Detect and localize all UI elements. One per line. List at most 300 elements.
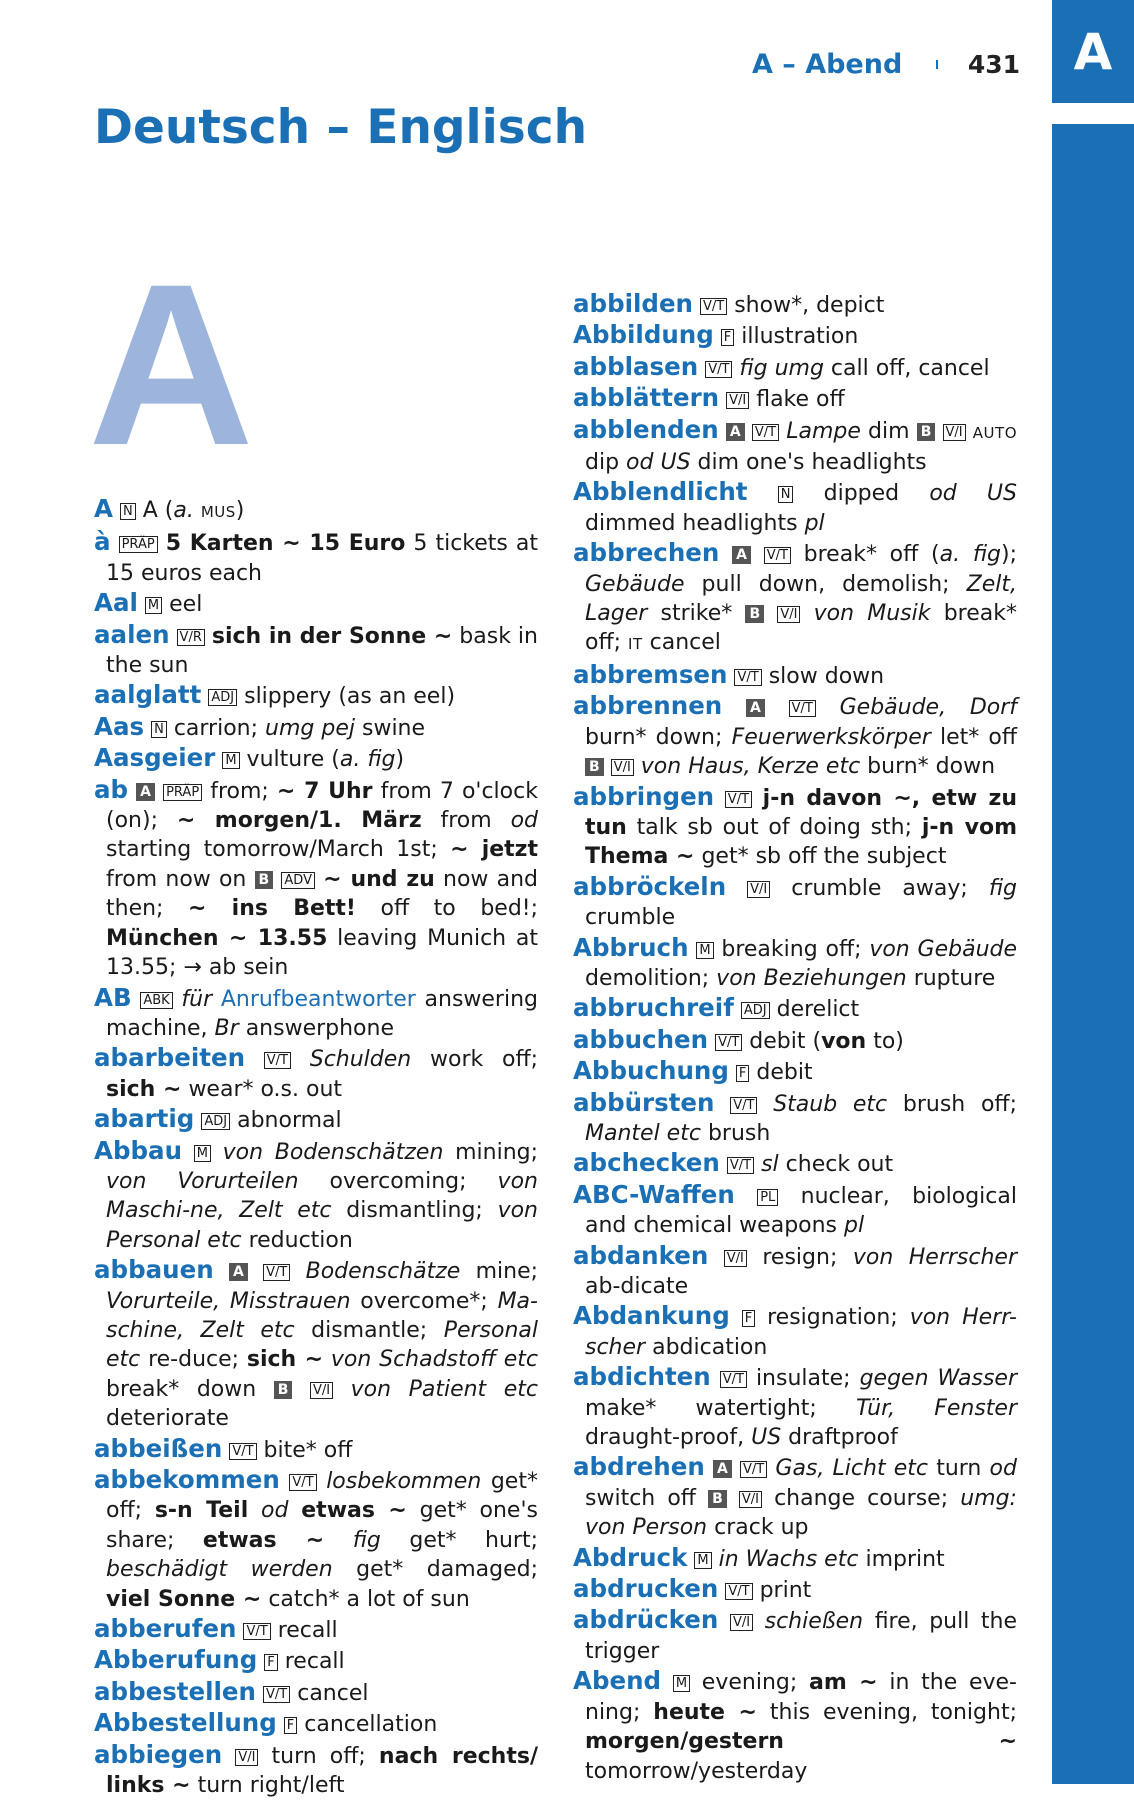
translation: resign; (762, 1244, 838, 1270)
headword: abbrennen (573, 691, 723, 721)
translation: recall (277, 1618, 338, 1644)
headword: AB (94, 982, 132, 1012)
usage-note: Ma-schine, Zelt etc (106, 1288, 538, 1343)
translation: imprint (865, 1546, 945, 1572)
grammar-label: V/T (725, 1583, 752, 1600)
translation: from now on (106, 866, 247, 892)
translation: strike* (660, 601, 733, 627)
section-title: Deutsch – Englisch (94, 100, 588, 155)
translation: flake off (756, 387, 845, 413)
usage-note: von Schadstoff etc (330, 1347, 539, 1373)
headword: abdrücken (573, 1605, 719, 1635)
dictionary-entry (573, 993, 1017, 1024)
grammar-label: N (120, 503, 136, 520)
dictionary-entry (94, 1136, 538, 1256)
usage-note: fig (352, 1527, 381, 1553)
translation: dim (868, 418, 910, 444)
dictionary-entry (94, 1677, 538, 1708)
translation: crumble away; (791, 875, 968, 901)
translation: show*, depict (734, 293, 885, 318)
dictionary-entry (573, 872, 1017, 933)
headword: abblasen (573, 351, 699, 381)
example-phrase: 5 Karten ~ 15 Euro (165, 531, 406, 557)
translation: break* off; (585, 601, 1017, 656)
translation: mine; (475, 1259, 539, 1285)
subject-label: IT (628, 635, 643, 654)
dictionary-entry (573, 383, 1017, 414)
header-separator-square (936, 60, 938, 69)
grammar-label: V/T (243, 1623, 270, 1640)
example-phrase: viel Sonne ~ (106, 1586, 262, 1612)
translation: get* damaged; (356, 1557, 538, 1583)
grammar-label: F (742, 1310, 755, 1327)
grammar-label: ABK (140, 992, 172, 1009)
usage-note: fig (988, 875, 1018, 901)
headword: abbringen (573, 781, 715, 811)
grammar-label: M (696, 942, 713, 959)
usage-note: Schulden (309, 1047, 412, 1073)
translation: overcome*; (360, 1288, 488, 1314)
translation: talk sb out of doing sth; (636, 814, 913, 840)
grammar-label: F (264, 1654, 277, 1671)
usage-note: von Gebäude (869, 936, 1018, 962)
usage-note: od (989, 1456, 1017, 1482)
grammar-label: V/T (730, 1097, 757, 1114)
thumb-index-tab: A (1052, 0, 1134, 103)
headword: abbröckeln (573, 871, 727, 901)
example-phrase: München ~ 13.55 (106, 925, 328, 951)
translation: starting tomorrow/March 1st; (106, 837, 438, 863)
grammar-label: F (736, 1065, 749, 1082)
translation: draftproof (788, 1425, 898, 1451)
translation: carrion; (173, 715, 259, 741)
grammar-label: V/I (739, 1491, 762, 1508)
grammar-label: V/T (229, 1443, 256, 1460)
grammar-label: V/I (730, 1614, 753, 1631)
grammar-label: ADV (281, 872, 315, 889)
headword: aalglatt (94, 680, 202, 710)
headword: abbrechen (573, 538, 720, 568)
page-header (752, 44, 1020, 84)
translation: this evening, tonight; (769, 1699, 1017, 1725)
translation: cancel (297, 1680, 369, 1706)
example-phrase: ~ und zu (323, 866, 435, 892)
grammar-label: V/T (725, 791, 752, 808)
grammar-label: V/I (310, 1382, 333, 1399)
headword: abberufen (94, 1614, 237, 1644)
grammar-label: V/T (734, 669, 761, 686)
translation: work off; (430, 1047, 539, 1073)
headword: abdanken (573, 1240, 709, 1270)
usage-note: Br (214, 1015, 239, 1041)
dictionary-entry (94, 680, 538, 711)
translation: derelict (776, 997, 860, 1023)
usage-note: a. fig (339, 747, 396, 773)
grammar-label: V/I (747, 881, 770, 898)
dictionary-entry (573, 782, 1017, 872)
dictionary-entry (573, 691, 1017, 781)
usage-note: Gebäude (585, 571, 685, 597)
usage-note: von Maschi-ne, Zelt etc (106, 1168, 538, 1224)
grammar-label: V/I (611, 759, 634, 776)
usage-note: Mantel etc (585, 1120, 701, 1146)
translation: evening; (701, 1670, 798, 1696)
translation: cancel (649, 630, 721, 656)
dictionary-entry (573, 1148, 1017, 1179)
grammar-label: ADJ (208, 689, 237, 706)
dictionary-entry (573, 1362, 1017, 1452)
dictionary-entry (573, 1543, 1017, 1574)
translation: crumble (585, 905, 676, 931)
usage-note: Feuerwerkskörper (731, 724, 931, 750)
translation: dimmed headlights (585, 510, 798, 536)
grammar-label: V/I (943, 424, 966, 441)
translation: crack up (714, 1515, 809, 1541)
big-section-letter: A (88, 236, 255, 493)
example-phrase: sich ~ (106, 1076, 182, 1102)
translation: vulture ( (246, 747, 340, 773)
headword: abblättern (573, 383, 720, 413)
headword: A (94, 494, 113, 523)
example-phrase: j-n davon ~, etw zu tun (585, 785, 1017, 840)
headword: Abbestellung (94, 1708, 277, 1738)
translation: demolition; (585, 965, 710, 991)
dictionary-entry (94, 1645, 538, 1676)
usage-note: von Beziehungen (716, 965, 907, 991)
sense-number: A (726, 423, 745, 441)
example-phrase: heute ~ (653, 1699, 757, 1725)
dictionary-entry (94, 620, 538, 681)
grammar-label: V/T (715, 1034, 742, 1051)
translation: reduction (248, 1227, 353, 1253)
translation: let* off (939, 724, 1018, 750)
subject-label: MUS (200, 503, 236, 521)
headword: abbruchreif (573, 993, 734, 1023)
translation: print (759, 1578, 812, 1604)
translation: slow down (768, 663, 885, 689)
grammar-label: V/T (700, 298, 727, 315)
sense-number: B (708, 1490, 727, 1508)
grammar-label: V/T (727, 1157, 754, 1174)
example-phrase: j-n vom Thema ~ (585, 814, 1017, 870)
dictionary-entry (573, 289, 1017, 320)
headword: Abdruck (573, 1542, 688, 1572)
headword: abbürsten (573, 1087, 715, 1117)
translation: from (440, 808, 492, 834)
usage-note: pl (844, 1213, 865, 1239)
usage-note: a. fig (939, 542, 1002, 568)
headword: abdichten (573, 1362, 711, 1392)
grammar-label: V/T (720, 1371, 747, 1388)
translation: bite* off (263, 1437, 353, 1463)
sense-number: B (274, 1381, 293, 1399)
translation: turn off; (271, 1743, 366, 1769)
translation: rupture (913, 965, 996, 991)
grammar-label: V/T (752, 424, 779, 441)
sense-number: A (713, 1460, 732, 1478)
grammar-label: V/T (263, 1686, 290, 1703)
grammar-label: ADJ (201, 1113, 230, 1130)
translation: abdication (652, 1334, 768, 1360)
example-phrase: s-n Teil (154, 1498, 249, 1524)
left-column (94, 494, 538, 1800)
headword: abdrehen (573, 1452, 705, 1482)
example-phrase: am ~ (809, 1670, 878, 1696)
grammar-label: M (673, 1675, 690, 1692)
usage-note: fig umg (739, 355, 824, 381)
headword: abarbeiten (94, 1043, 246, 1073)
example-phrase: ~ ins Bett! (188, 896, 356, 922)
example-phrase: ~ 7 Uhr (276, 778, 373, 804)
example-phrase: sich in der Sonne ~ (211, 623, 453, 649)
sense-number: A (732, 546, 751, 564)
headword: à (94, 527, 111, 557)
grammar-label: V/T (740, 1461, 767, 1478)
translation: mining; (455, 1139, 539, 1165)
sense-number: B (255, 871, 274, 889)
headword: abbilden (573, 289, 693, 318)
usage-note: Zelt, Lager (585, 571, 1017, 627)
running-head: A – Abend (752, 48, 903, 80)
usage-note: pl (804, 510, 825, 536)
translation: turn (936, 1456, 982, 1482)
translation: now and then; (106, 866, 538, 922)
translation: fire, pull the trigger (585, 1609, 1018, 1664)
translation: in the eve-ning; (585, 1670, 1017, 1725)
dictionary-entry (573, 1666, 1017, 1786)
translation: leaving Munich at 13.55; → ab sein (106, 925, 538, 981)
cross-reference: Anrufbeantworter (220, 986, 416, 1012)
grammar-label: F (721, 329, 734, 346)
headword: Aas (94, 711, 145, 741)
headword: abchecken (573, 1148, 720, 1178)
translation: pull down, demolish; (701, 571, 950, 597)
translation: dipped (823, 481, 900, 507)
translation: dim one's headlights (697, 450, 927, 476)
translation: from 7 o'clock (on); (106, 778, 538, 834)
sense-number: B (585, 758, 604, 776)
example-phrase: etwas ~ (202, 1527, 325, 1553)
dictionary-entry (573, 1241, 1017, 1302)
headword: Abblendlicht (573, 477, 748, 507)
translation: 5 tickets at 15 euros each (106, 531, 539, 586)
translation: deteriorate (106, 1406, 229, 1432)
dictionary-entry (573, 538, 1017, 660)
dictionary-entry (573, 1301, 1017, 1362)
headword: Abberufung (94, 1645, 258, 1675)
translation: call off, cancel (830, 355, 990, 381)
usage-note: Tür, Fenster (855, 1395, 1018, 1421)
dictionary-entry (94, 527, 538, 588)
usage-note: beschädigt werden (106, 1557, 333, 1583)
translation: insulate; (755, 1366, 851, 1392)
dictionary-entry (573, 477, 1017, 538)
headword: Abbuchung (573, 1056, 729, 1086)
translation: turn right/left (197, 1773, 345, 1799)
example-phrase: ~ morgen/1. März (176, 808, 422, 834)
headword: Abend (573, 1666, 662, 1696)
translation: swine (361, 715, 426, 741)
dictionary-entry (573, 1180, 1017, 1241)
dictionary-entry (573, 415, 1017, 478)
headword: Abbildung (573, 320, 714, 350)
usage-note: umg pej (265, 715, 355, 741)
translation: re-duce; (148, 1347, 240, 1373)
translation: ab-dicate (585, 1274, 689, 1299)
translation: off to bed!; (380, 896, 539, 922)
usage-note: od US (626, 450, 691, 476)
headword: abbremsen (573, 659, 728, 689)
translation: abnormal (237, 1108, 342, 1134)
translation: nuclear, biological and chemical weapons (585, 1183, 1017, 1239)
dictionary-entry (573, 320, 1017, 351)
grammar-label: M (194, 1145, 211, 1162)
translation: make* watertight; (585, 1395, 817, 1421)
sense-number: B (917, 423, 936, 441)
grammar-label: V/T (789, 700, 816, 717)
example-phrase: morgen/gestern ~ (585, 1729, 1017, 1755)
usage-note: od (510, 808, 538, 834)
translation: brush off; (902, 1091, 1018, 1117)
sense-number: B (745, 605, 764, 623)
dictionary-entry (573, 1088, 1017, 1149)
translation: draught-proof, (585, 1425, 745, 1451)
grammar-label: F (284, 1717, 297, 1734)
sense-number: A (746, 699, 765, 717)
dictionary-entry (573, 1025, 1017, 1056)
grammar-label: V/T (263, 1264, 290, 1281)
headword: Abbruch (573, 932, 689, 962)
dictionary-entry (94, 1434, 538, 1465)
translation: change course; (774, 1485, 949, 1511)
dictionary-entry (94, 712, 538, 743)
dictionary-entry (573, 660, 1017, 691)
example-phrase: von (821, 1028, 867, 1054)
usage-note: schießen (764, 1609, 864, 1635)
translation: debit ( (749, 1028, 822, 1054)
headword: aalen (94, 619, 170, 649)
example-phrase: etwas ~ (301, 1498, 407, 1524)
dictionary-entry (94, 743, 538, 774)
translation: ) (235, 498, 245, 523)
headword: abbuchen (573, 1024, 709, 1054)
grammar-label: V/R (177, 629, 205, 646)
dictionary-entry (573, 1452, 1017, 1542)
dictionary-entry (94, 1104, 538, 1135)
translation: to) (873, 1028, 904, 1054)
grammar-label: V/T (764, 547, 791, 564)
grammar-label: PL (757, 1189, 778, 1206)
translation: answering machine, (106, 986, 538, 1041)
usage-note: sl (761, 1152, 779, 1178)
page-number: 431 (967, 49, 1020, 79)
dictionary-entry (94, 494, 538, 527)
usage-note: Gas, Licht etc (775, 1456, 929, 1482)
grammar-label: ADJ (741, 1002, 770, 1019)
translation: get* one's share; (106, 1498, 538, 1553)
grammar-label: M (222, 752, 239, 769)
translation: recall (284, 1649, 345, 1675)
translation: catch* a lot of sun (268, 1586, 470, 1612)
headword: abblenden (573, 414, 719, 444)
translation: get* off; (106, 1469, 538, 1524)
dictionary-entry (94, 1043, 538, 1104)
translation: resignation; (767, 1305, 898, 1331)
translation: bask in the sun (106, 623, 538, 679)
headword: Aasgeier (94, 743, 216, 773)
headword: ABC-Waffen (573, 1179, 735, 1209)
grammar-label: N (151, 721, 167, 738)
translation: switch off (585, 1485, 696, 1511)
usage-note: von Haus, Kerze etc (640, 754, 861, 780)
translation: tomorrow/yesterday (585, 1758, 808, 1784)
usage-note: von Patient etc (350, 1376, 538, 1402)
grammar-label: V/T (289, 1474, 316, 1491)
headword: ab (94, 774, 129, 804)
translation: dismantle; (311, 1317, 428, 1343)
dictionary-entry (94, 983, 538, 1044)
headword: abdrucken (573, 1574, 719, 1604)
usage-note: od (261, 1498, 289, 1524)
translation: burn* down; (585, 724, 723, 750)
right-column (573, 289, 1017, 1786)
translation: answerphone (245, 1015, 394, 1041)
translation: from; (210, 778, 269, 804)
grammar-label: PRÄP (119, 536, 158, 553)
usage-note: von Personal etc (106, 1198, 539, 1253)
dictionary-entry (94, 1708, 538, 1739)
translation: A ( (142, 498, 174, 523)
translation: ); (1001, 542, 1018, 568)
translation: ) (395, 747, 405, 773)
grammar-label: M (145, 597, 162, 614)
translation: illustration (741, 324, 859, 350)
translation: check out (785, 1152, 894, 1178)
subject-label: AUTO (972, 423, 1018, 442)
translation: dismantling; (346, 1198, 483, 1224)
translation: overcoming; (329, 1168, 467, 1194)
dictionary-entry (573, 352, 1017, 383)
sense-number: A (136, 783, 155, 801)
dictionary-entry (94, 1255, 538, 1433)
example-phrase: nach rechts/ links ~ (106, 1743, 538, 1799)
usage-note: od US (929, 481, 1017, 507)
sense-number: A (229, 1263, 248, 1281)
dictionary-entry (94, 1740, 538, 1800)
translation: cancellation (304, 1712, 438, 1738)
dictionary-entry (573, 1605, 1017, 1666)
grammar-label: V/I (777, 606, 800, 623)
usage-note: Personal etc (106, 1317, 539, 1373)
usage-note: für (181, 986, 213, 1012)
headword: abbiegen (94, 1739, 223, 1769)
grammar-label: V/T (264, 1052, 291, 1069)
grammar-label: V/T (705, 361, 732, 378)
translation: break* off ( (803, 542, 940, 568)
headword: abbeißen (94, 1433, 223, 1463)
thumb-index-strip (1052, 124, 1134, 1784)
headword: Aal (94, 588, 138, 618)
dictionary-entry (94, 775, 538, 983)
usage-note: Vorurteile, Misstrauen (106, 1288, 351, 1314)
dictionary-entry (94, 1465, 538, 1614)
usage-note: losbekommen (326, 1469, 482, 1494)
grammar-label: M (694, 1552, 711, 1569)
translation: get* hurt; (409, 1527, 538, 1553)
usage-note: a. (173, 498, 194, 523)
translation: debit (756, 1060, 813, 1086)
example-phrase: ~ jetzt (450, 837, 538, 863)
